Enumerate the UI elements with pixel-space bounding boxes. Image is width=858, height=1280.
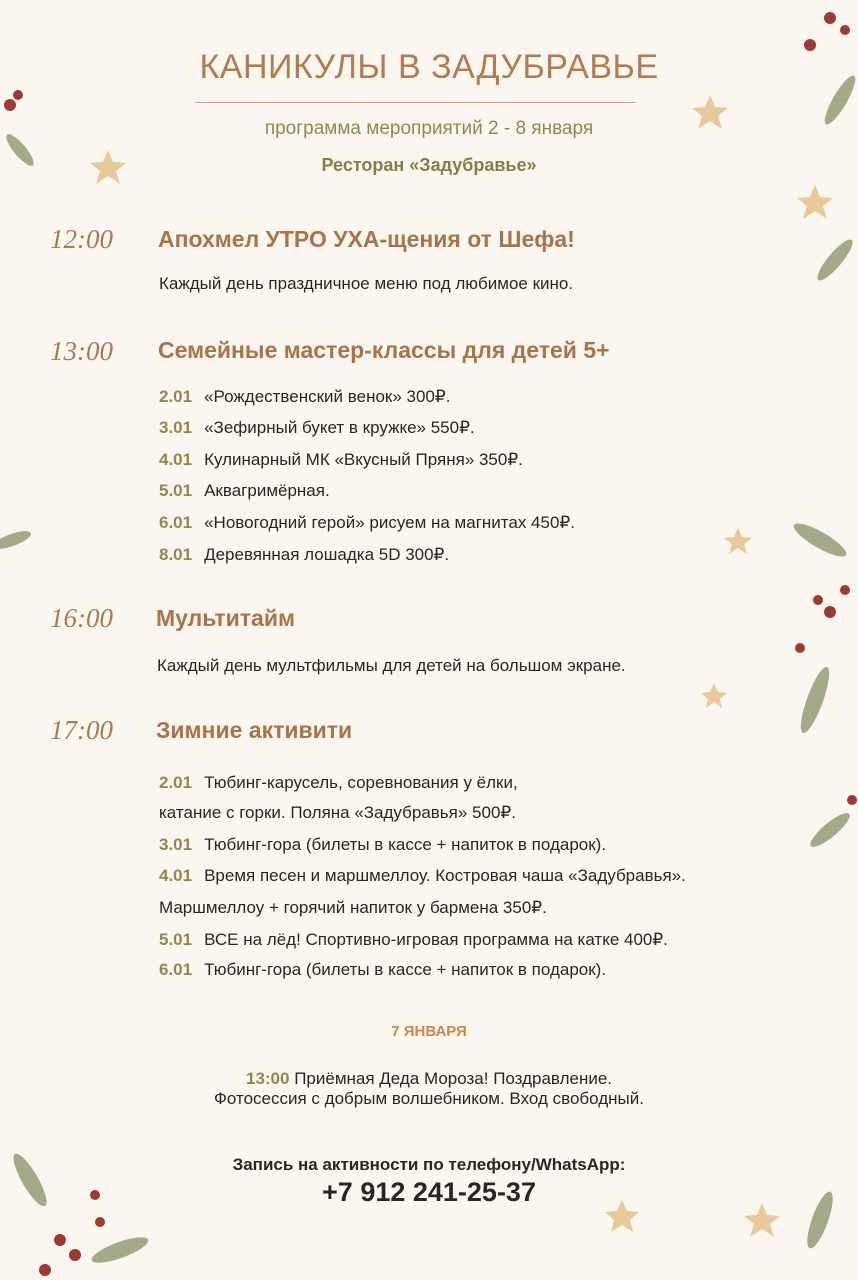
list-item bbox=[159, 835, 606, 855]
list-item bbox=[159, 545, 449, 565]
list-item bbox=[159, 418, 475, 438]
special-line-2: Фотосессия с добрым волшебником. Вход свободный. bbox=[214, 1089, 644, 1108]
item-text: Деревянная лошадка 5D 300₽. bbox=[204, 545, 450, 564]
item-date: 3.01 bbox=[159, 418, 193, 437]
list-item-continuation: катание с горки. Поляна «Задубравья» 500₽. bbox=[159, 803, 516, 822]
item-text: Тюбинг-карусель, соревнования у ёлки, bbox=[204, 773, 518, 792]
special-date-heading: 7 ЯНВАРЯ bbox=[391, 1023, 467, 1040]
item-date: 3.01 bbox=[159, 835, 193, 854]
title-divider bbox=[195, 102, 635, 103]
item-date: 2.01 bbox=[159, 387, 193, 406]
section-heading: Мультитайм bbox=[156, 605, 295, 631]
item-date: 4.01 bbox=[159, 866, 193, 885]
section-time: 12:00 bbox=[50, 224, 113, 254]
venue-name: Ресторан «Задубравье» bbox=[321, 155, 537, 175]
list-item bbox=[159, 387, 450, 407]
booking-label: Запись на активности по телефону/WhatsApp: bbox=[232, 1155, 626, 1174]
poster-subtitle: программа мероприятий 2 - 8 января bbox=[264, 118, 594, 139]
item-date: 4.01 bbox=[159, 450, 193, 469]
item-date: 8.01 bbox=[159, 545, 193, 564]
section-time: 17:00 bbox=[50, 715, 113, 745]
list-item bbox=[159, 450, 523, 470]
section-heading: Зимние активити bbox=[156, 717, 353, 743]
list-item bbox=[159, 481, 330, 501]
list-item bbox=[159, 960, 606, 980]
section-heading: Апохмел УТРО УХА-щения от Шефа! bbox=[158, 226, 575, 252]
item-date: 6.01 bbox=[159, 960, 193, 979]
section-description: Каждый день мультфильмы для детей на большом экране. bbox=[157, 656, 626, 675]
item-text: Кулинарный МК «Вкусный Пряня» 350₽. bbox=[204, 450, 523, 469]
list-item bbox=[159, 773, 518, 793]
section-time: 13:00 bbox=[50, 336, 113, 366]
item-date: 6.01 bbox=[159, 513, 193, 532]
special-text: Приёмная Деда Мороза! Поздравление. bbox=[294, 1069, 613, 1088]
item-text: Аквагримёрная. bbox=[204, 481, 330, 500]
item-text: Тюбинг-гора (билеты в кассе + напиток в подарок). bbox=[204, 960, 607, 979]
poster-title: КАНИКУЛЫ В ЗАДУБРАВЬЕ bbox=[199, 48, 659, 86]
section-description: Каждый день праздничное меню под любимое кино. bbox=[159, 274, 574, 293]
item-text: Тюбинг-гора (билеты в кассе + напиток в подарок). bbox=[204, 835, 607, 854]
section-time: 16:00 bbox=[50, 603, 113, 633]
special-line-1 bbox=[0, 1069, 858, 1089]
phone-number[interactable]: +7 912 241-25-37 bbox=[322, 1177, 536, 1207]
item-text: «Рождественский венок» 300₽. bbox=[204, 387, 451, 406]
list-item bbox=[159, 513, 575, 533]
section-heading: Семейные мастер-классы для детей 5+ bbox=[158, 337, 610, 363]
item-text: «Новогодний герой» рисуем на магнитах 450₽. bbox=[204, 513, 575, 532]
item-text: ВСЕ на лёд! Спортивно-игровая программа на катке 400₽. bbox=[204, 930, 668, 949]
item-text: Время песен и маршмеллоу. Костровая чаша «Задубравья». bbox=[204, 866, 686, 885]
item-date: 5.01 bbox=[159, 930, 193, 949]
list-item-continuation: Маршмеллоу + горячий напиток у бармена 350₽. bbox=[159, 898, 547, 917]
item-date: 2.01 bbox=[159, 773, 193, 792]
list-item bbox=[159, 930, 668, 950]
item-text: «Зефирный букет в кружке» 550₽. bbox=[204, 418, 475, 437]
item-date: 5.01 bbox=[159, 481, 193, 500]
special-time: 13:00 bbox=[245, 1069, 290, 1088]
list-item bbox=[159, 866, 686, 886]
